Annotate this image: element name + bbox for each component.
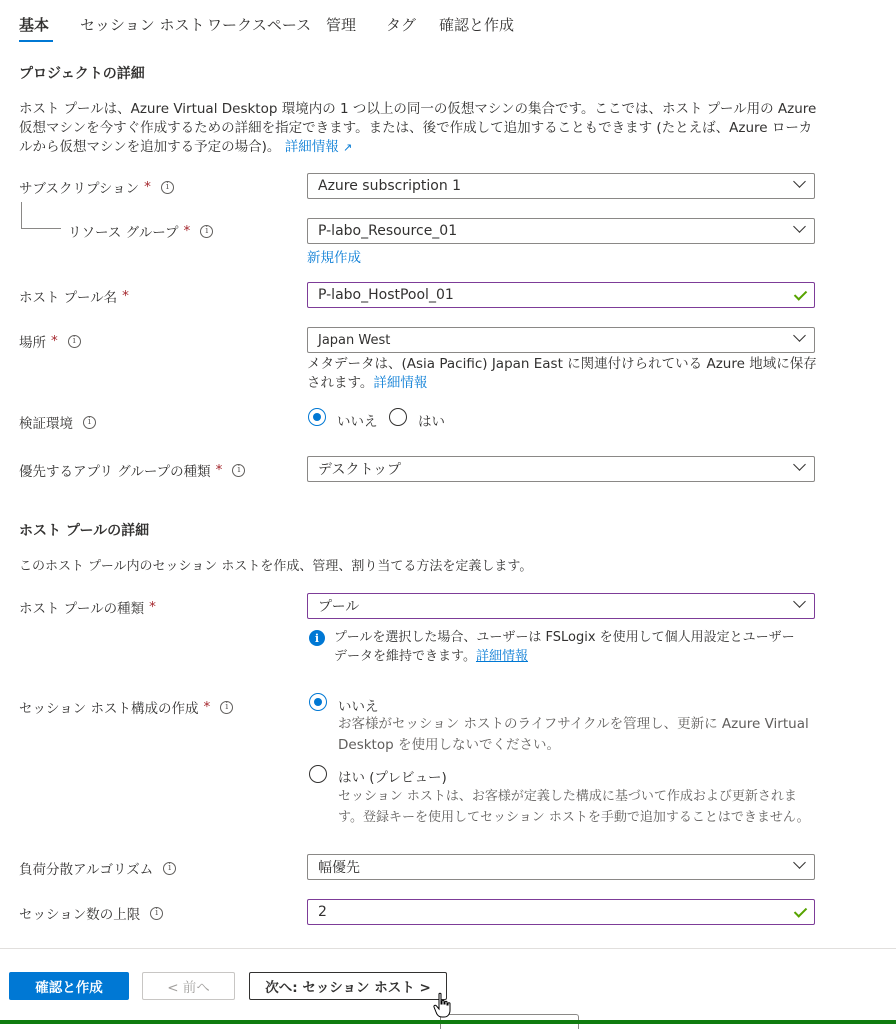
project-description-text: ホスト プールは、Azure Virtual Desktop 環境内の 1 つ以上の同一の仮想マシンの集合です。ここでは、ホスト プール用の Azure 仮想マシンを今すぐ作成するための詳細を指定できます。または、後で作成して追加することもできます (たとえば、Azure ローカルから仮想マシンを追加する予定の場合)。 [19,101,817,155]
next-session-hosts-button[interactable]: 次へ: セッション ホスト > [249,972,447,1000]
load-balancing-value: 幅優先 [318,860,360,876]
host-pool-name-label-text: ホスト プール名 [19,290,118,306]
resource-group-value: P-labo_Resource_01 [318,223,458,239]
info-filled-icon: i [309,630,325,646]
app-group-type-value: デスクトップ [318,462,402,478]
host-pool-details-title: ホスト プールの詳細 [19,523,150,539]
subscription-label-text: サブスクリプション [19,181,140,197]
host-pool-type-label-text: ホスト プールの種類 [19,601,145,617]
resource-group-dropdown[interactable] [307,218,815,244]
config-yes-radio[interactable] [309,765,327,783]
bottom-status-bar [0,1020,896,1024]
location-dropdown[interactable] [307,327,815,353]
tab-management[interactable]: 管理 [326,16,357,34]
resource-group-label [68,221,213,241]
info-icon[interactable]: i [163,862,176,875]
tab-basics[interactable]: 基本 [19,16,50,34]
info-icon[interactable]: i [83,416,96,429]
fslogix-learn-more-link[interactable]: 詳細情報 [475,649,528,664]
validation-no-label[interactable]: いいえ [337,414,378,430]
location-label-text: 場所 [19,335,46,351]
tab-review-create[interactable]: 確認と作成 [439,16,515,34]
subscription-dropdown[interactable] [307,173,815,199]
checkmark-icon [794,287,807,300]
validation-yes-radio[interactable] [389,408,407,426]
info-icon[interactable]: i [68,335,81,348]
host-pool-name-value: P-labo_HostPool_01 [318,287,454,303]
location-value: Japan West [318,332,391,348]
chevron-down-icon [793,458,806,471]
host-pool-type-label [19,597,156,617]
create-new-resource-group-link[interactable]: 新規作成 [307,250,361,266]
project-details-title: プロジェクトの詳細 [19,66,145,82]
max-sessions-value: 2 [318,904,327,920]
required-marker: * [215,462,223,478]
app-group-type-label-text: 優先するアプリ グループの種類 [19,464,211,480]
chevron-down-icon [793,220,806,233]
active-tab-indicator [19,40,53,42]
config-yes-label[interactable]: はい (プレビュー) [338,770,447,786]
project-learn-more-link[interactable]: 詳細情報 [284,139,339,155]
required-marker: * [149,599,156,615]
location-hint-text: メタデータは、(Asia Pacific) Japan East に関連付けられている Azure 地域に保存されます。 [307,356,817,391]
hand-cursor-icon [433,992,455,1020]
info-icon[interactable]: i [220,701,233,714]
project-description [19,100,819,157]
chevron-down-icon [793,595,806,608]
host-pool-type-note [334,628,804,666]
location-label [19,331,81,351]
max-sessions-label-text: セッション数の上限 [19,907,141,923]
tab-tags[interactable]: タグ [386,16,417,34]
required-marker: * [183,223,191,239]
tree-connector-vertical [21,202,22,228]
config-yes-description: セッション ホストは、お客様が定義した構成に基づいて作成および更新されます。登録キーを使用してセッション ホストを手動で追加することはできません。 [338,789,810,825]
validation-no-radio[interactable] [308,408,326,426]
required-marker: * [51,333,58,349]
host-pool-type-note-text: プールを選択した場合、ユーザーは FSLogix を使用して個人用設定とユーザー データを維持できます。 [334,630,795,664]
config-no-radio[interactable] [309,693,327,711]
chevron-down-icon [793,175,806,188]
info-icon[interactable]: i [150,907,163,920]
required-marker: * [122,288,129,304]
subscription-label [19,177,174,197]
load-balancing-label [19,858,176,878]
validation-env-label [19,412,96,432]
subscription-value: Azure subscription 1 [318,178,462,194]
validation-yes-label[interactable]: はい [418,414,445,430]
load-balancing-dropdown[interactable] [307,854,815,880]
chevron-down-icon [793,856,806,869]
session-host-config-label-text: セッション ホスト構成の作成 [19,701,199,717]
resource-group-label-text: リソース グループ [68,225,179,241]
footer-divider [0,948,896,949]
session-host-config-label [19,697,233,717]
load-balancing-label-text: 負荷分散アルゴリズム [19,862,154,878]
max-sessions-input[interactable] [307,899,815,925]
external-link-icon: ↗ [343,141,353,154]
location-hint [307,355,817,393]
config-no-description: お客様がセッション ホストのライフサイクルを管理し、更新に Azure Virtual Desktop を使用しないでください。 [338,716,809,753]
tab-session-hosts[interactable]: セッション ホスト [80,16,205,34]
host-pool-type-value: プール [318,599,360,615]
info-icon[interactable]: i [200,225,213,238]
info-icon[interactable]: i [161,181,174,194]
host-pool-type-dropdown[interactable] [307,593,815,619]
tree-connector-horizontal [21,228,61,229]
app-group-type-dropdown[interactable] [307,456,815,482]
chevron-down-icon [793,329,806,342]
required-marker: * [144,179,151,195]
host-pool-name-input[interactable] [307,282,815,308]
required-marker: * [203,699,211,715]
previous-button[interactable]: < 前へ [142,972,235,1000]
location-learn-more-link[interactable]: 詳細情報 [373,375,428,391]
app-group-type-label [19,460,245,480]
review-create-button[interactable]: 確認と作成 [9,972,129,1000]
host-pool-description: このホスト プール内のセッション ホストを作成、管理、割り当てる方法を定義します。 [19,559,533,574]
checkmark-icon [794,904,807,917]
info-icon[interactable]: i [232,464,245,477]
config-no-label[interactable]: いいえ [338,699,379,715]
host-pool-name-label [19,286,129,306]
max-sessions-label [19,903,163,923]
validation-env-label-text: 検証環境 [19,416,73,432]
tab-workspace[interactable]: ワークスペース [207,16,312,34]
